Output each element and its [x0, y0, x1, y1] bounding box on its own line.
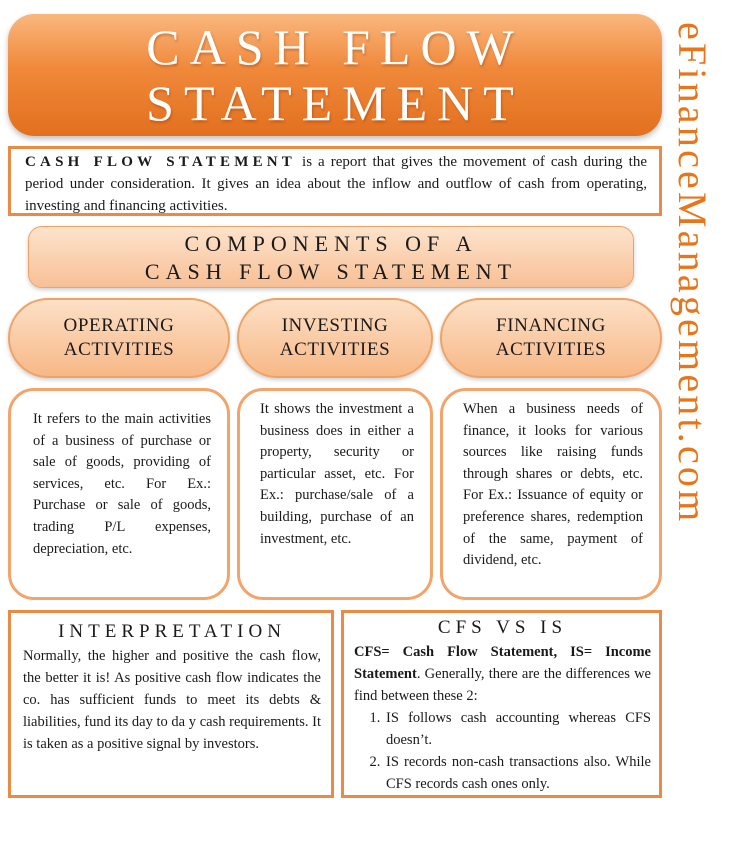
financing-activities-description: When a business needs of finance, it looks for various sources like raising funds through shares or debts, etc. For Ex.: Issuance of equity or preference shares, redemption of the same, payment of dividend, etc.: [463, 401, 643, 569]
definition-term: CASH FLOW STATEMENT: [25, 154, 297, 170]
list-item: 2. IS records non-cash transactions also. While CFS records cash ones only.: [384, 751, 651, 795]
list-item: 1. IS follows cash accounting whereas CFS doesn’t.: [384, 707, 651, 751]
definition-box: [8, 146, 662, 216]
differences-list: [354, 707, 651, 795]
cfs-vs-is-box: [341, 610, 662, 798]
financing-activities-card: [440, 388, 662, 600]
cfs-vs-is-heading: CFS VS IS: [437, 617, 568, 638]
interpretation-heading: INTERPRETATION: [58, 621, 286, 642]
investing-activities-description: It shows the investment a business does in either a property, security or particular asset, etc. For Ex.: purchase/sale of a building, purchase of an investment, etc.: [260, 401, 414, 547]
interpretation-box: [8, 610, 334, 798]
components-heading: COMPONENTS OF A CASH FLOW STATEMENT: [28, 226, 634, 288]
side-brand-watermark: eFinanceManagement.com: [670, 22, 715, 525]
definition-text: is a report that gives the movement of cash during the period under consideration. It gives an idea about the inflow and outflow of cash from operating, investing and financing activities.: [25, 154, 647, 214]
interpretation-text: Normally, the higher and positive the cash flow, the better it is! As positive cash flow indicates the co. has sufficient funds to meet its debts & liabilities, fund its day to da y cash requirements. It is taken as a positive signal by investors.: [23, 648, 321, 752]
page-title: CASH FLOW STATEMENT: [146, 19, 524, 131]
cfs-vs-is-intro-bold: CFS= Cash Flow Statement, IS= Income Statement: [354, 644, 651, 682]
operating-activities-heading: OPERATING ACTIVITIES: [8, 298, 230, 378]
cfs-vs-is-intro: [354, 641, 651, 707]
investing-activities-heading: INVESTING ACTIVITIES: [237, 298, 433, 378]
cfs-vs-is-intro-rest: . Generally, there are the differences we find between these 2:: [354, 666, 651, 704]
financing-activities-heading: FINANCING ACTIVITIES: [440, 298, 662, 378]
investing-activities-card: [237, 388, 433, 600]
operating-activities-card: [8, 388, 230, 600]
operating-activities-description: It refers to the main activities of a business of purchase or sale of goods, providing of services, etc. For Ex.: Purchase or sale of goods, trading P/L expenses, depreciation, etc.: [33, 411, 211, 557]
title-banner: [8, 14, 662, 136]
